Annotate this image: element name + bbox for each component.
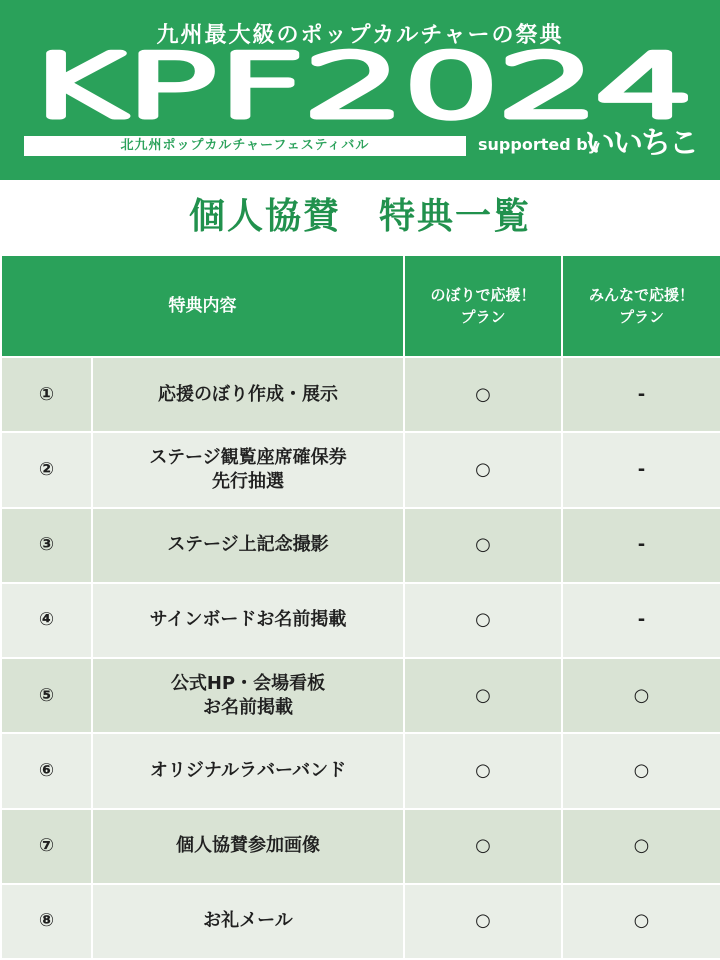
row-plan-b-mark: ○: [562, 733, 720, 808]
row-content: ステージ上記念撮影: [92, 508, 404, 583]
row-content: サインボードお名前掲載: [92, 583, 404, 658]
table-row: [1, 809, 720, 884]
row-content: 応援のぼり作成・展示: [92, 357, 404, 432]
row-number: ⑦: [1, 809, 92, 884]
header-tagline: 九州最大級のポップカルチャーの祭典: [156, 23, 564, 48]
row-number: ⑤: [1, 658, 92, 733]
row-plan-a-mark: ○: [404, 432, 562, 507]
row-content: オリジナルラバーバンド: [92, 733, 404, 808]
header-content: 特典内容: [1, 255, 404, 357]
sponsor-logo: いいちこ: [585, 126, 697, 161]
row-content: ステージ観覧座席確保券 先行抽選: [92, 432, 404, 507]
row-plan-a-mark: ○: [404, 809, 562, 884]
header-subtitle: 北九州ポップカルチャーフェスティバル: [24, 136, 466, 156]
row-plan-a-mark: ○: [404, 884, 562, 959]
table-row: [1, 884, 720, 959]
row-plan-a-mark: ○: [404, 658, 562, 733]
row-number: ④: [1, 583, 92, 658]
row-content: 個人協賛参加画像: [92, 809, 404, 884]
table-header-row: [1, 255, 720, 357]
row-number: ⑧: [1, 884, 92, 959]
table-row: [1, 508, 720, 583]
table-row: [1, 432, 720, 507]
table-row: [1, 658, 720, 733]
row-plan-b-mark: -: [562, 432, 720, 507]
row-plan-a-mark: ○: [404, 357, 562, 432]
row-plan-b-mark: -: [562, 583, 720, 658]
row-number: ②: [1, 432, 92, 507]
row-plan-b-mark: -: [562, 357, 720, 432]
logo-text: KPF2024: [26, 40, 694, 130]
row-plan-a-mark: ○: [404, 508, 562, 583]
header-plan-b: みんなで応援！ プラン: [562, 255, 720, 357]
supported-by-label: supported by: [478, 135, 599, 154]
row-content: 公式HP・会場看板 お名前掲載: [92, 658, 404, 733]
row-plan-b-mark: ○: [562, 809, 720, 884]
row-number: ⑥: [1, 733, 92, 808]
row-number: ③: [1, 508, 92, 583]
table-row: [1, 583, 720, 658]
table-row: [1, 357, 720, 432]
row-plan-a-mark: ○: [404, 583, 562, 658]
row-plan-b-mark: ○: [562, 658, 720, 733]
row-plan-a-mark: ○: [404, 733, 562, 808]
row-plan-b-mark: -: [562, 508, 720, 583]
row-number: ①: [1, 357, 92, 432]
table-row: [1, 733, 720, 808]
section-title: 個人協賛 特典一覧: [188, 196, 531, 237]
kpf2024-logo: [0, 40, 720, 130]
row-plan-b-mark: ○: [562, 884, 720, 959]
header-plan-a: のぼりで応援！ プラン: [404, 255, 562, 357]
header-banner: [0, 0, 720, 180]
benefits-table: [0, 254, 720, 960]
row-content: お礼メール: [92, 884, 404, 959]
